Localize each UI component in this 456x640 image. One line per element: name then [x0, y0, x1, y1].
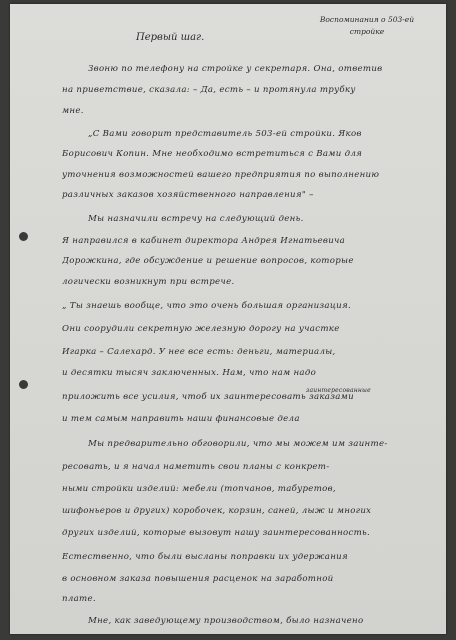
corner-note-line: Воспоминания о 503-ей: [319, 15, 415, 24]
text-line: Звоню по телефону на стройке у секретаря. Она, ответив: [88, 64, 383, 74]
punch-hole: [19, 380, 28, 389]
handwritten-insertion: заинтересованные: [306, 387, 371, 394]
text-line: и десятки тысяч заключенных. Нам, что нам надо: [62, 368, 317, 378]
corner-note-line: стройке: [349, 27, 385, 36]
text-line: других изделий, которые вызовут нашу заинтересованность.: [62, 528, 371, 538]
text-line: Естественно, что были высланы поправки их удержания: [62, 552, 348, 562]
text-line: уточнения возможностей вашего предприятия по выполнению: [62, 170, 380, 180]
text-line: шифоньеров и других) коробочек, корзин, саней, лыж и многих: [62, 506, 372, 516]
corner-note: [308, 14, 426, 38]
text-line: Мы предварительно обговорили, что мы можем им заинте-: [88, 439, 388, 449]
text-line: Я направился в кабинет директора Андрея Игнатьевича: [62, 236, 346, 246]
text-line: Игарка – Салехард. У нее все есть: деньги, материалы,: [62, 347, 336, 357]
text-line: Борисович Копин. Мне необходимо встретиться с Вами для: [62, 149, 363, 159]
text-line: Мы назначили встречу на следующий день.: [88, 214, 304, 224]
text-line: „ Ты знаешь вообще, что это очень большая организация.: [62, 301, 352, 311]
text-line: ресовать, и я начал наметить свои планы с конкрет-: [62, 462, 330, 472]
text-line: в основном заказа повышения расценок на заработной: [62, 574, 334, 584]
document-page: [10, 4, 446, 634]
page-heading: Первый шаг.: [136, 32, 205, 43]
punch-hole: [19, 232, 28, 241]
text-line: „С Вами говорит представитель 503-ей стройки. Яков: [88, 129, 362, 139]
text-line: на приветствие, сказала: – Да, есть – и протянула трубку: [62, 85, 356, 95]
text-line: Они соорудили секретную железную дорогу на участке: [62, 324, 340, 334]
text-line: Мне, как заведующему производством, было назначено: [88, 616, 364, 626]
text-line: ными стройки изделий: мебели (топчанов, табуретов,: [62, 484, 336, 494]
text-line: плате.: [62, 594, 96, 604]
text-line: мне.: [62, 106, 84, 116]
text-line: Дорожкина, где обсуждение и решение вопросов, которые: [62, 256, 354, 266]
text-line: логически возникнут при встрече.: [62, 277, 235, 287]
text-line: различных заказов хозяйственного направления" –: [62, 190, 314, 200]
text-line: и тем самым направить наши финансовые дела: [62, 414, 300, 424]
text-line: приложить все усилия, чтоб их заинтересовать заказами: [62, 392, 354, 402]
